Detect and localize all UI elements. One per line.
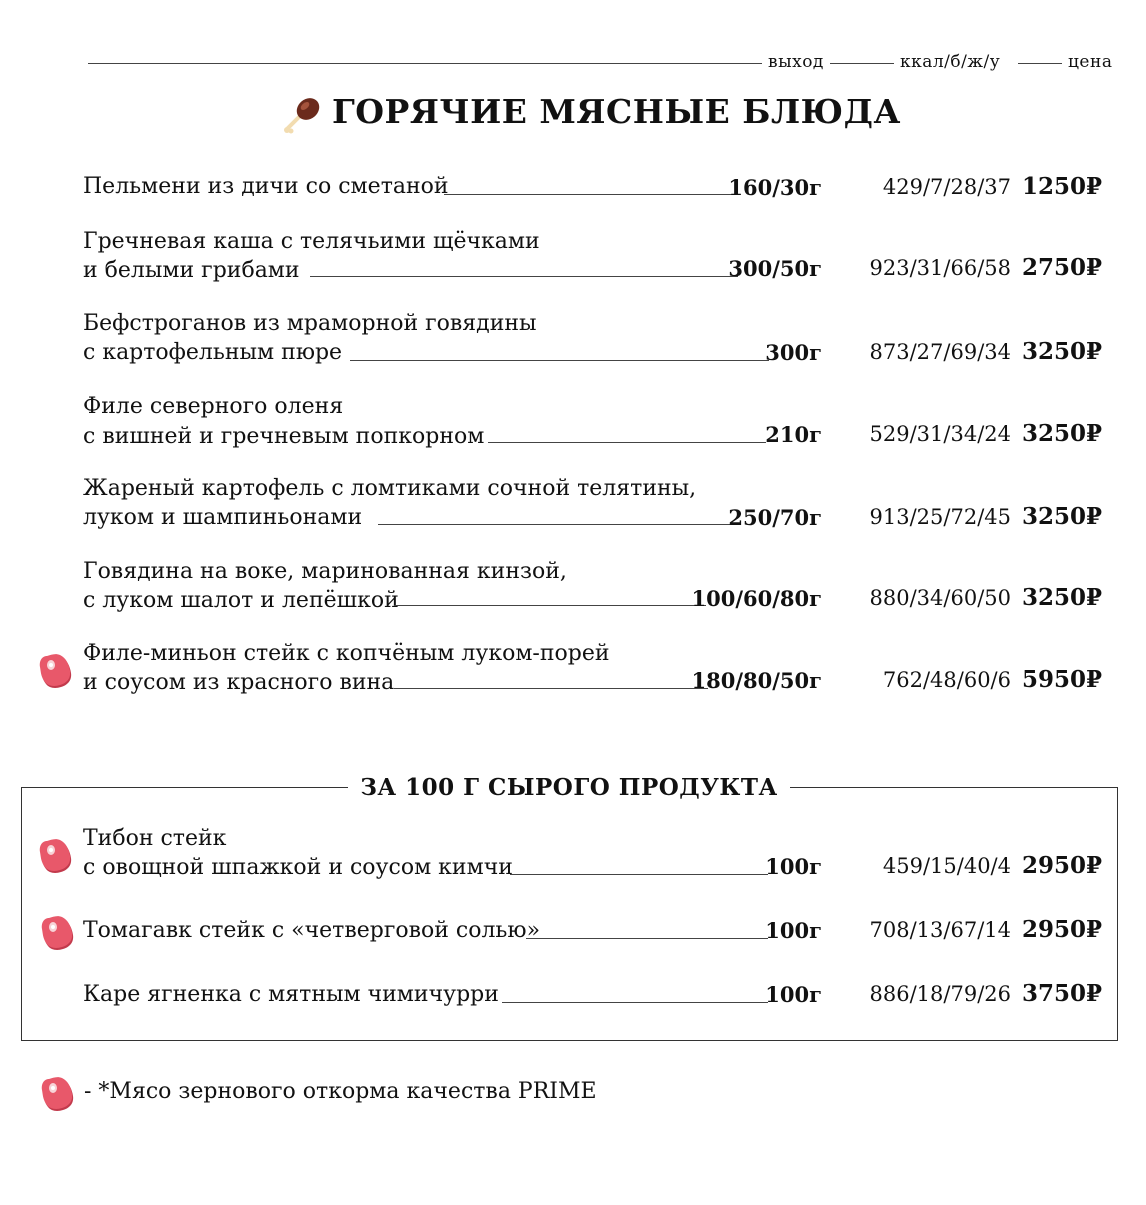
dish-name: Томагавк стейк с «четверговой солью»: [83, 918, 541, 943]
dish-portion: 100г: [765, 854, 822, 879]
dish-name-line1: Филе северного оленя: [83, 394, 344, 419]
section-title: ГОРЯЧИЕ МЯСНЫЕ БЛЮДА: [332, 92, 901, 131]
dish-leader-line: [394, 688, 708, 689]
dish-leader-line: [310, 276, 738, 277]
dish-name-line1: Бефстроганов из мраморной говядины: [83, 311, 537, 336]
dish-name-line2: с картофельным пюре: [83, 340, 343, 365]
dish-leader-line: [350, 360, 769, 361]
dish-portion: 210г: [765, 422, 822, 447]
header-rule-3: [1018, 63, 1062, 64]
prime-steak-icon: [38, 835, 72, 875]
dish-portion: 100г: [765, 982, 822, 1007]
dish-price: 1250₽: [1021, 173, 1102, 200]
dish-name-line2: с овощной шпажкой и соусом кимчи: [83, 855, 513, 880]
dish-name-line2: и белыми грибами: [83, 258, 300, 283]
prime-steak-icon: [40, 912, 74, 952]
dish-leader-line: [488, 442, 766, 443]
dish-leader-line: [444, 194, 738, 195]
dish-name-line1: Филе-миньон стейк с копчёным луком-порей: [83, 641, 610, 666]
dish-nutrition: 429/7/28/37: [882, 175, 1011, 199]
header-price-label: цена: [1068, 52, 1113, 72]
dish-price: 2950₽: [1021, 916, 1102, 943]
dish-portion: 180/80/50г: [691, 668, 822, 693]
dish-nutrition: 529/31/34/24: [869, 422, 1011, 446]
header-rule-1: [88, 63, 762, 64]
dish-leader-line: [394, 605, 706, 606]
raw-section-title: ЗА 100 Г СЫРОГО ПРОДУКТА: [360, 774, 778, 801]
dish-portion: 160/30г: [728, 175, 822, 200]
dish-name-line2: луком и шампиньонами: [83, 505, 363, 530]
header-output-label: выход: [768, 52, 824, 72]
dish-name: Пельмени из дичи со сметаной: [83, 174, 449, 199]
dish-portion: 300г: [765, 340, 822, 365]
dish-nutrition: 880/34/60/50: [869, 586, 1011, 610]
dish-nutrition: 913/25/72/45: [869, 505, 1011, 529]
dish-leader-line: [510, 874, 768, 875]
dish-name-line2: и соусом из красного вина: [83, 670, 395, 695]
header-kcal-label: ккал/б/ж/у: [900, 52, 1001, 72]
meat-drumstick-icon: [282, 94, 324, 134]
dish-name: Каре ягненка с мятным чимичурри: [83, 982, 499, 1007]
dish-portion: 100/60/80г: [691, 586, 822, 611]
dish-nutrition: 886/18/79/26: [869, 982, 1011, 1006]
dish-nutrition: 459/15/40/4: [882, 854, 1011, 878]
dish-price: 3250₽: [1021, 420, 1102, 447]
prime-steak-icon: [40, 1073, 74, 1115]
legend-text: - *Мясо зернового откорма качества PRIME: [84, 1079, 597, 1104]
dish-name-line1: Жареный картофель с ломтиками сочной телятины,: [83, 476, 697, 501]
dish-leader-line: [378, 524, 738, 525]
dish-price: 2950₽: [1021, 852, 1102, 879]
dish-name-line1: Говядина на воке, маринованная кинзой,: [83, 559, 567, 584]
dish-nutrition: 873/27/69/34: [869, 340, 1011, 364]
dish-price: 2750₽: [1021, 254, 1102, 281]
dish-portion: 300/50г: [728, 256, 822, 281]
dish-name-line2: с вишней и гречневым попкорном: [83, 424, 485, 449]
dish-name-line1: Тибон стейк: [83, 826, 227, 851]
dish-price: 3750₽: [1021, 980, 1102, 1007]
dish-leader-line: [526, 938, 768, 939]
dish-price: 3250₽: [1021, 584, 1102, 611]
prime-steak-icon: [38, 650, 72, 690]
dish-portion: 250/70г: [728, 505, 822, 530]
dish-leader-line: [502, 1002, 768, 1003]
dish-portion: 100г: [765, 918, 822, 943]
dish-price: 3250₽: [1021, 503, 1102, 530]
dish-price: 3250₽: [1021, 338, 1102, 365]
dish-nutrition: 762/48/60/6: [882, 668, 1011, 692]
dish-name-line2: с луком шалот и лепёшкой: [83, 588, 399, 613]
dish-nutrition: 923/31/66/58: [869, 256, 1011, 280]
dish-price: 5950₽: [1021, 666, 1102, 693]
dish-nutrition: 708/13/67/14: [869, 918, 1011, 942]
header-rule-2: [830, 63, 894, 64]
dish-name-line1: Гречневая каша с телячьими щёчками: [83, 229, 540, 254]
